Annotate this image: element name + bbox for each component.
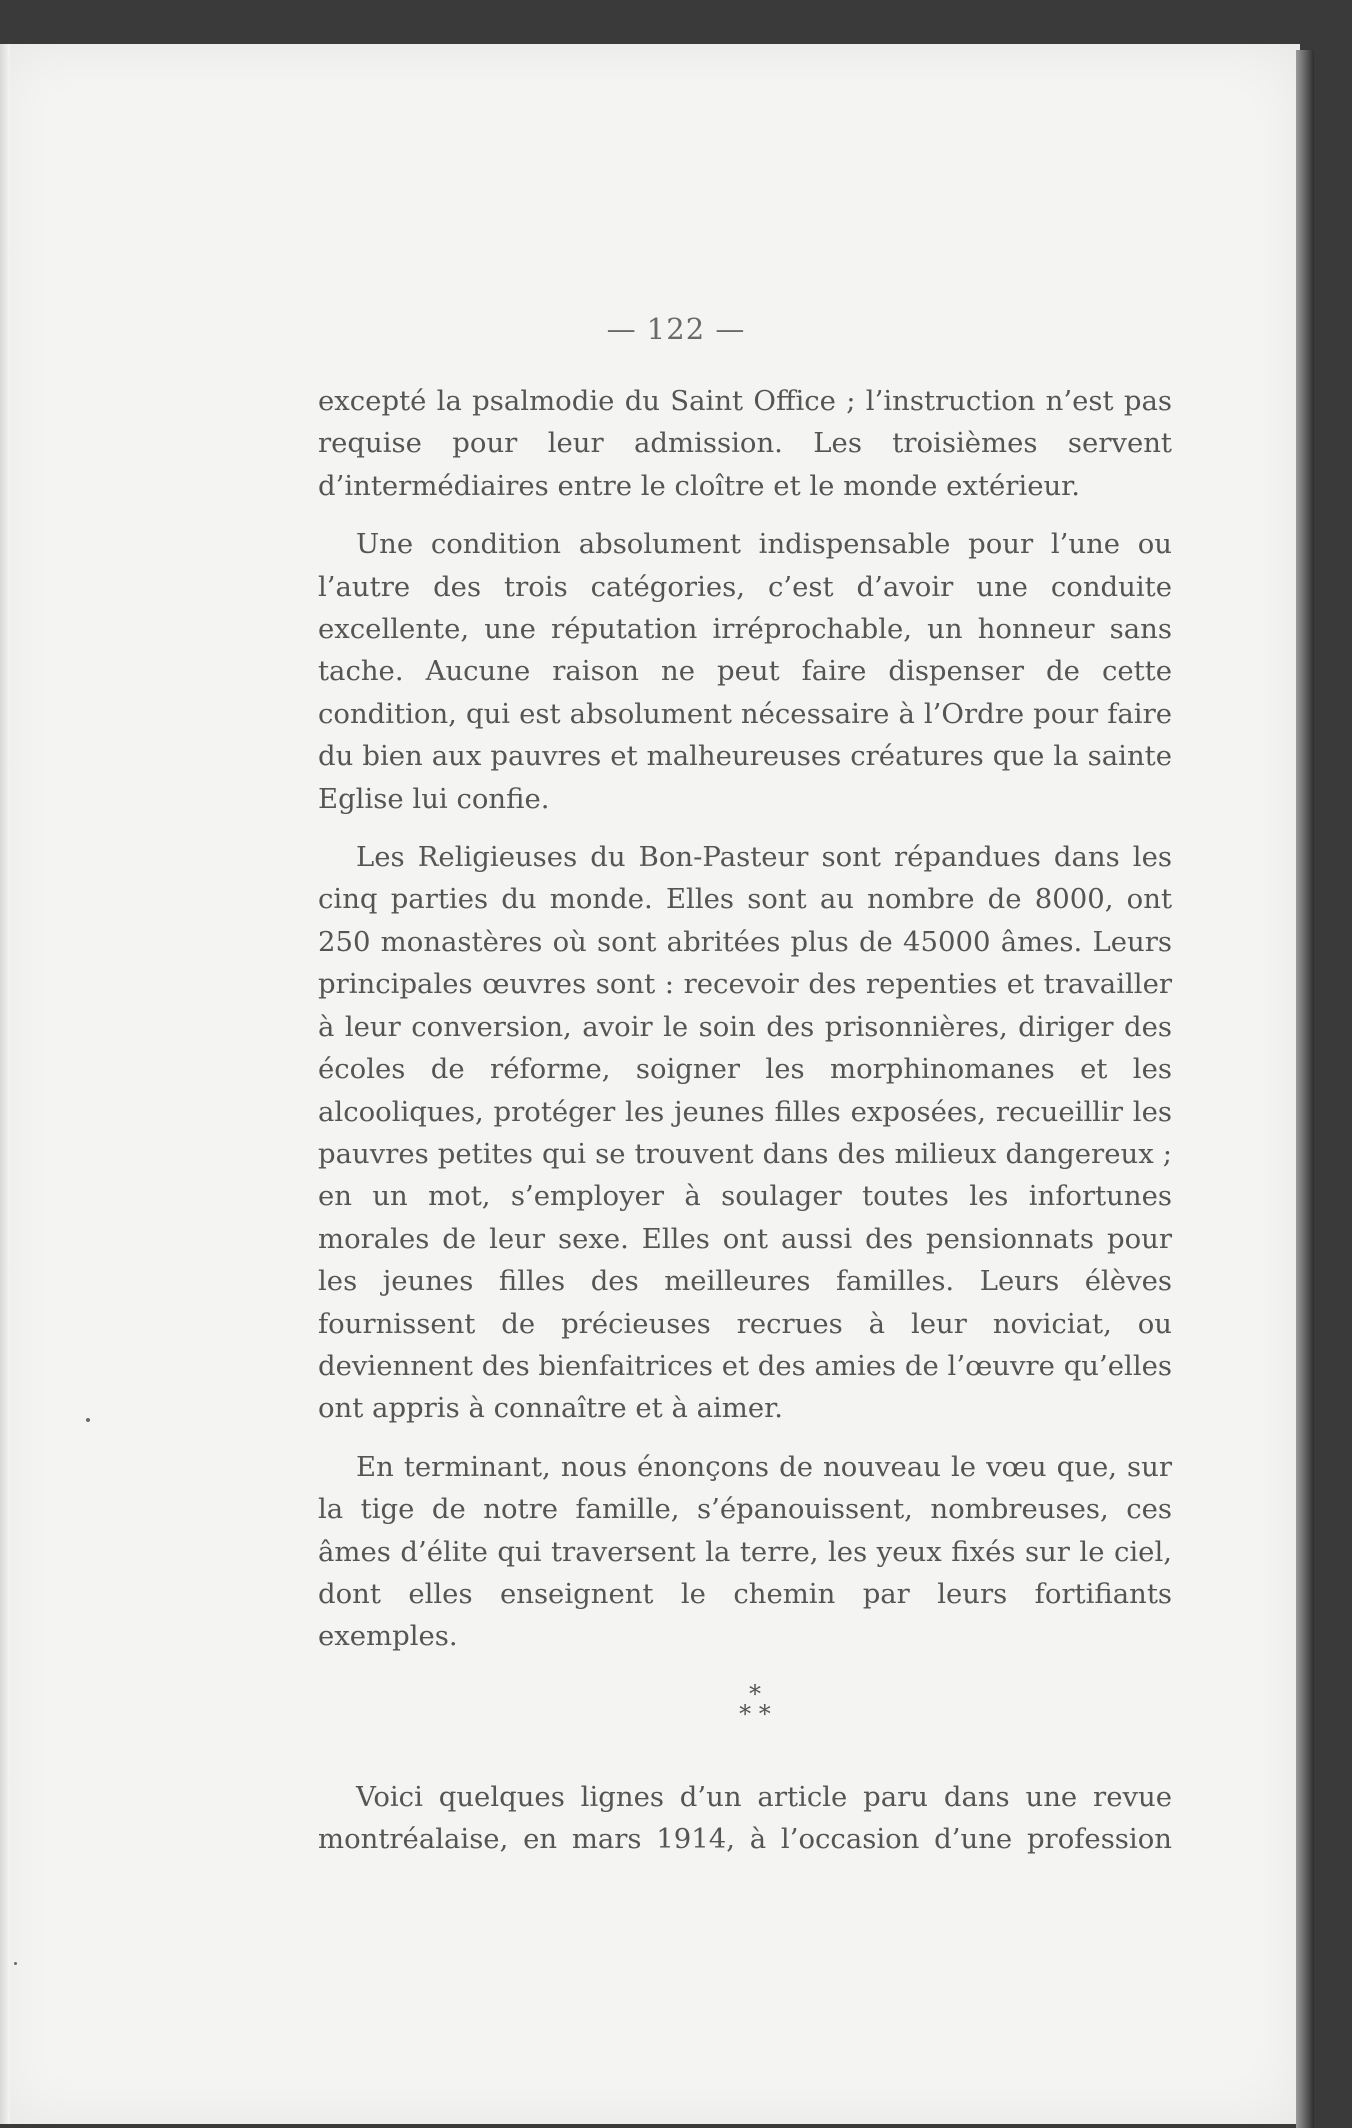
scan-speck [14, 1962, 17, 1965]
paragraph-continuation: excepté la psalmodie du Saint Office ; l’instruction n’est pas requise pour leur admission. Les troisièmes servent d’intermédiaires entre le cloître et le monde extérieur. [318, 385, 1172, 502]
paragraph-religieuses: Les Religieuses du Bon-Pasteur sont répandues dans les cinq parties du monde. Elles sont au nombre de 8000, ont 250 monastères où sont abritées plus de 45000 âmes. Leurs principales œuvres sont : recevoir des repenties et travailler à leur conversion, avoir le soin des prisonnières, diriger des écoles de réforme, soigner les morphinomanes et les alcooliques, protéger les jeunes filles exposées, recueillir les pauvres petites qui se trouvent dans des milieux dangereux ; en un mot, s’employer à soulager toutes les infortunes morales de leur sexe. Elles ont aussi des pensionnats pour les jeunes filles des meilleures familles. Leurs élèves fournissent de précieuses recrues à leur noviciat, ou deviennent des bienfaitrices et des amies de l’œuvre qu’elles ont appris à connaître et à aimer. [318, 841, 1172, 1425]
paragraph-voici: Voici quelques lignes d’un article paru dans une revue montréalaise, en mars 1914, à l’occasion d’une profession [318, 1780, 1172, 1856]
separator-bottom-stars: * * [739, 1699, 771, 1728]
page-right-edge [1296, 50, 1314, 2128]
body-text [318, 380, 1172, 1877]
separator-top-star: * [749, 1679, 761, 1708]
page-number: — 122 — [606, 312, 746, 346]
scan-speck [86, 1418, 90, 1422]
paragraph-terminant: En terminant, nous énonçons de nouveau le vœu que, sur la tige de notre famille, s’épanouissent, nombreuses, ces âmes d’élite qui traversent la terre, les yeux fixés sur le ciel, dont elles enseignent le chemin par leurs fortifiants exemples. [318, 1450, 1172, 1653]
paragraph-condition: Une condition absolument indispensable pour l’une ou l’autre des trois catégories, c’est d’avoir une conduite excellente, une réputation irréprochable, un honneur sans tache. Aucune raison ne peut faire dispenser de cette condition, qui est absolument nécessaire à l’Ordre pour faire du bien aux pauvres et malheureuses créatures que la sainte Eglise lui confie. [318, 528, 1172, 815]
page-left-shade [0, 44, 10, 2124]
section-separator [318, 1679, 1172, 1728]
